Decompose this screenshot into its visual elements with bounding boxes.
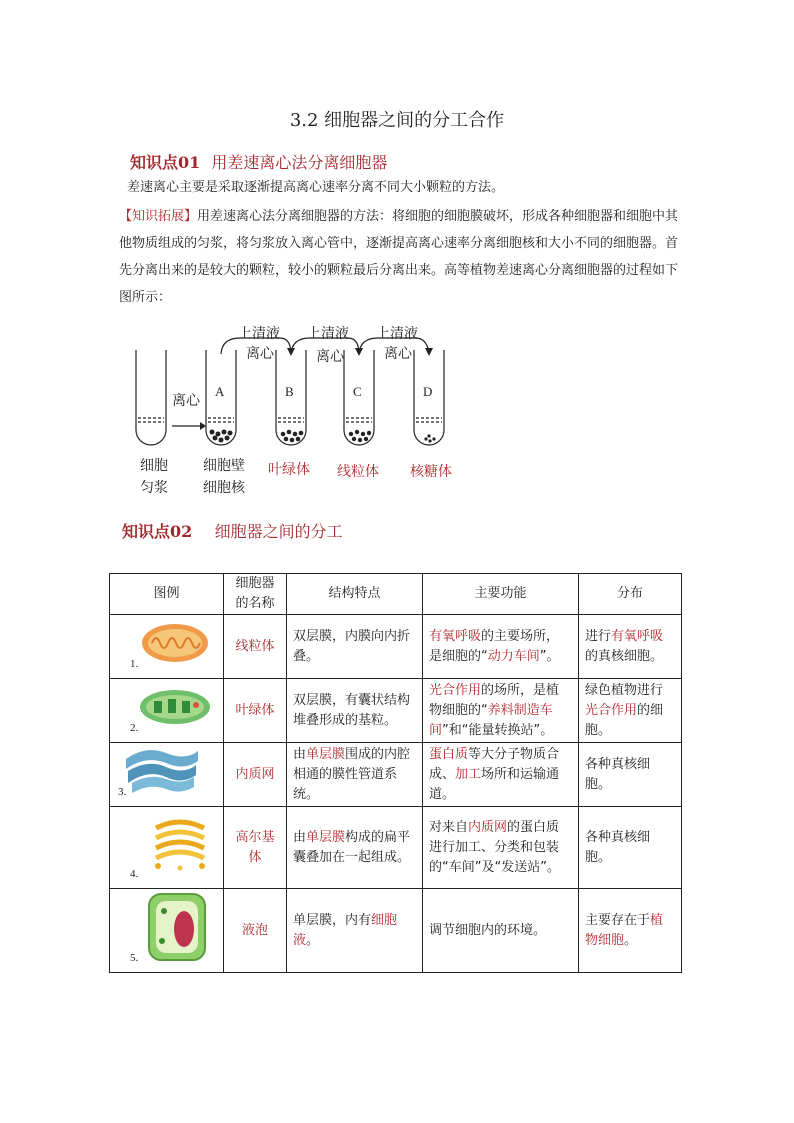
supernatant-label-2: 上清液 [307,326,349,342]
organelle-name: 液泡 [224,889,287,973]
table-row [110,889,682,973]
page-title: 3.2 细胞器之间的分工合作 [289,110,505,131]
tube-label-a: A [215,384,225,399]
function-cell: 有氧呼吸的主要场所，是细胞的“动力车间”。 [423,615,579,679]
structure-cell: 双层膜，内膜向内折叠。 [287,615,423,679]
structure-cell: 由单层膜构成的扁平囊叠加在一起组成。 [287,807,423,889]
tube-label-c: C [353,384,362,399]
kp1-description: 差速离心主要是采取逐渐提高离心速率分离不同大小颗粒的方法。 [127,180,505,195]
kp2-number: 知识点02 [122,522,193,541]
chloroplast-image-cell: 2. [110,679,224,743]
chloroplast-label: 叶绿体 [268,462,310,478]
header-distribution: 分布 [579,574,682,615]
structure-cell: 单层膜，内有细胞液。 [287,889,423,973]
ribosome-label: 核糖体 [410,464,452,480]
function-cell: 蛋白质等大分子物质合成、加工场所和运输通道。 [423,743,579,807]
distribution-cell: 各种真核细胞。 [579,743,682,807]
organelle-table [109,573,682,973]
table-row [110,807,682,889]
mitochondria-image-cell: 1. [110,615,224,679]
header-structure: 结构特点 [287,574,423,615]
table-row [110,743,682,807]
structure-cell: 由单层膜围成的内腔相通的膜性管道系统。 [287,743,423,807]
section-heading-2 [122,519,343,542]
function-cell: 光合作用的场所，是植物细胞的“养料制造车间”和“能量转换站”。 [423,679,579,743]
extension-text: 用差速离心法分离细胞器的方法：将细胞的细胞膜破坏，形成各种细胞器和细胞中其他物质组成的匀浆，将匀浆放入离心管中，逐渐提高离心速率分离细胞核和大小不同的细胞器。首先分离出来的是较大的颗粒，较小的颗粒最后分离出来。高等植物差速离心分离细胞器的过程如下图所示： [119,209,679,305]
extension-tag: 【知识拓展】 [119,209,198,224]
vacuole-icon [146,891,208,963]
header-legend: 图例 [110,574,224,615]
kp2-title: 细胞器之间的分工 [214,522,343,541]
knowledge-extension [119,203,679,311]
distribution-cell: 绿色植物进行光合作用的细胞。 [579,679,682,743]
section-heading-1 [130,150,387,173]
distribution-cell: 进行有氧呼吸的真核细胞。 [579,615,682,679]
chloroplast-icon [138,687,212,727]
centrifuge-label-ab: 离心 [246,346,274,362]
header-function: 主要功能 [423,574,579,615]
centrifuge-label-first: 离心 [172,393,200,409]
tube-label-d: D [423,384,433,399]
organelle-name: 内质网 [224,743,287,807]
table-header-row [110,574,682,615]
distribution-cell: 主要存在于植物细胞。 [579,889,682,973]
golgi-image-cell: 4. [110,807,224,889]
function-cell: 调节细胞内的环境。 [423,889,579,973]
kp1-title: 用差速离心法分离细胞器 [211,153,388,172]
organelle-name: 高尔基体 [224,807,287,889]
er-image-cell: 3. [110,743,224,807]
test-tube-homogenate [136,350,166,445]
organelle-name: 叶绿体 [224,679,287,743]
structure-cell: 双层膜，有囊状结构堆叠形成的基粒。 [287,679,423,743]
organelle-name: 线粒体 [224,615,287,679]
supernatant-label-1: 上清液 [238,326,280,342]
centrifuge-label-cd: 离心 [384,346,412,362]
table-row [110,679,682,743]
mitochondria-label: 线粒体 [337,464,379,480]
golgi-apparatus-icon [150,814,210,874]
header-name: 细胞器的名称 [224,574,287,615]
cellwall-nucleus-label: 细胞壁 细胞核 [203,458,245,496]
function-cell: 对来自内质网的蛋白质进行加工、分类和包装的“车间”及“发送站”。 [423,807,579,889]
centrifuge-label-bc: 离心 [316,349,344,365]
supernatant-label-3: 上清液 [376,326,418,342]
mitochondria-icon [140,621,210,665]
endoplasmic-reticulum-icon [122,745,202,797]
kp1-number: 知识点01 [130,153,201,172]
vacuole-image-cell: 5. [110,889,224,973]
distribution-cell: 各种真核细胞。 [579,807,682,889]
tube-label-b: B [285,384,294,399]
homogenate-label: 细胞 匀浆 [140,458,168,496]
table-row [110,615,682,679]
